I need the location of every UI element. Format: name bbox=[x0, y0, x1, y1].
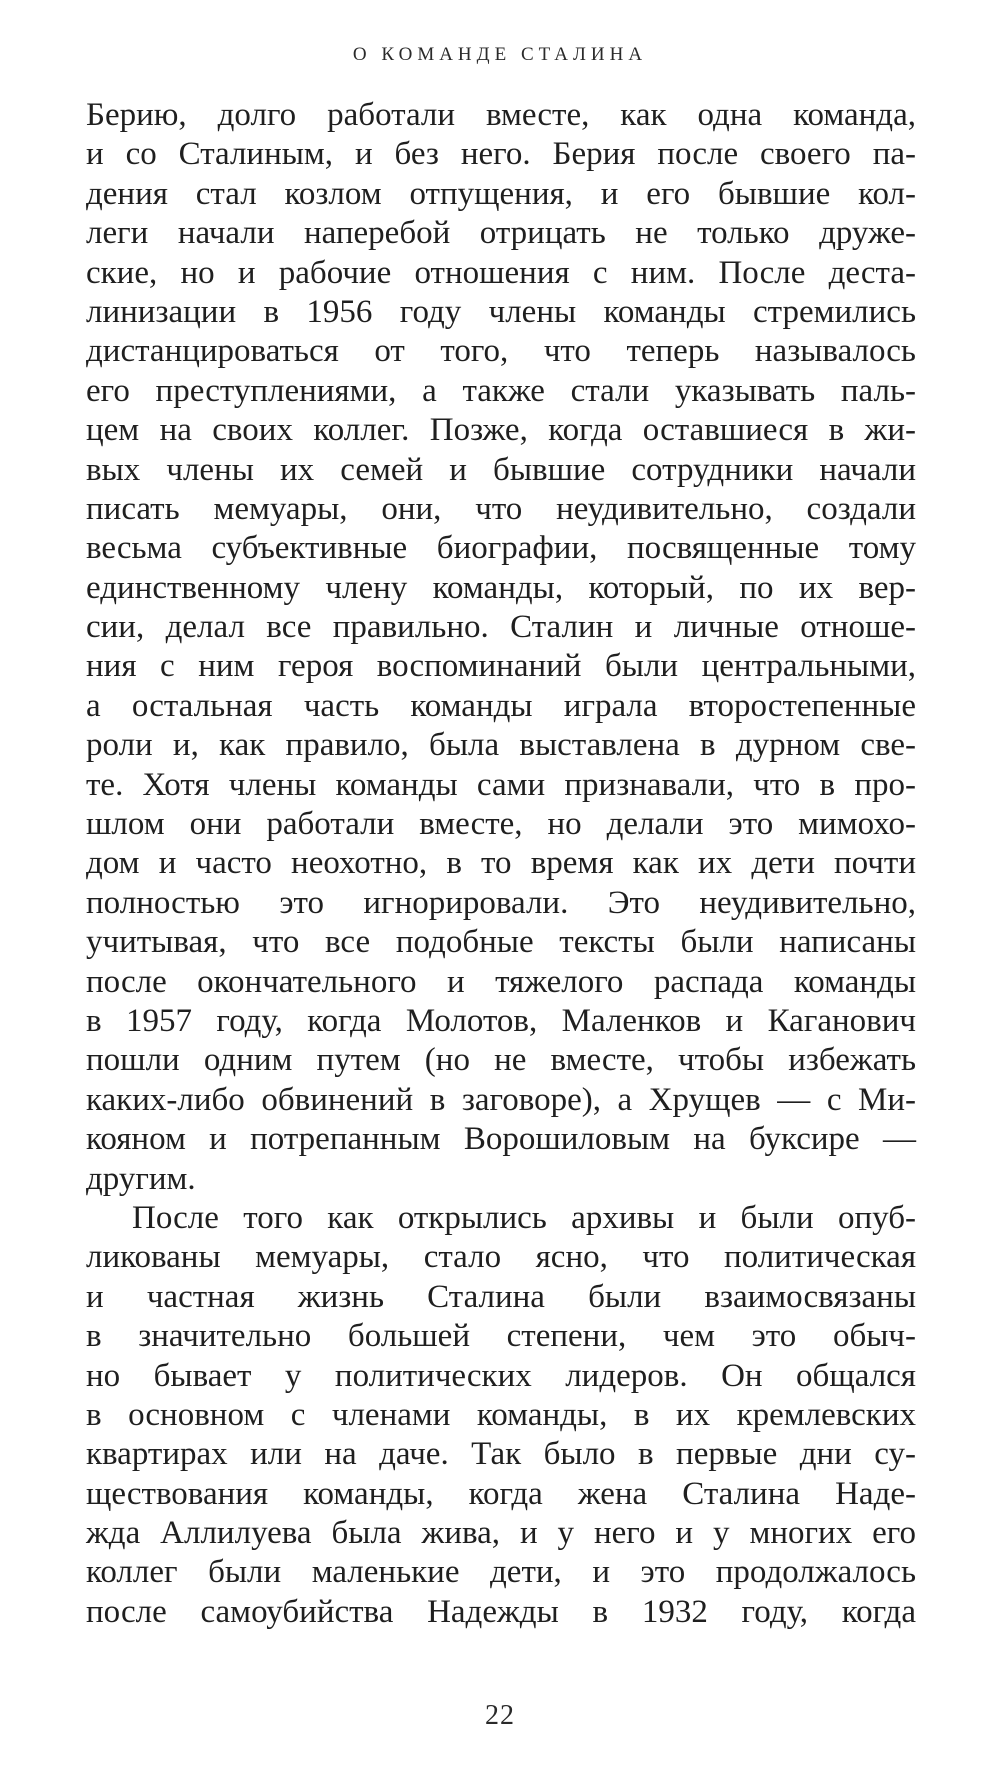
text-line: роли и, как правило, была выставлена в дурном све- bbox=[86, 727, 916, 764]
text-line: после окончательного и тяжелого распада команды bbox=[86, 963, 916, 1000]
paragraph bbox=[86, 96, 916, 1199]
text-line: сии, делал все правильно. Сталин и личные отноше- bbox=[86, 609, 916, 646]
page-number: 22 bbox=[485, 1700, 515, 1731]
text-line: дения стал козлом отпущения, и его бывшие кол- bbox=[86, 175, 916, 212]
text-line: Берию, долго работали вместе, как одна команда, bbox=[86, 97, 916, 133]
text-line: после самоубийства Надежды в 1932 году, когда bbox=[86, 1593, 916, 1630]
text-line: цем на своих коллег. Позже, когда оставшиеся в жи- bbox=[86, 412, 916, 449]
text-line: После того как открылись архивы и были опуб- bbox=[132, 1199, 916, 1236]
text-line: леги начали наперебой отрицать не только друже- bbox=[86, 215, 916, 252]
text-line: а остальная часть команды играла второстепенные bbox=[86, 687, 916, 724]
text-line: учитывая, что все подобные тексты были написаны bbox=[86, 924, 916, 961]
text-line: и со Сталиным, и без него. Берия после своего па- bbox=[86, 136, 916, 173]
text-line: другим. bbox=[86, 1160, 196, 1197]
text-line: в значительно большей степени, чем это обыч- bbox=[86, 1318, 916, 1355]
text-line: в основном с членами команды, в их кремлевских bbox=[86, 1396, 916, 1433]
text-line: и частная жизнь Сталина были взаимосвязаны bbox=[86, 1278, 916, 1315]
text-line: единственному члену команды, который, по их вер- bbox=[86, 569, 916, 606]
text-line: в 1957 году, когда Молотов, Маленков и Каганович bbox=[86, 1002, 916, 1039]
text-line: весьма субъективные биографии, посвященные тому bbox=[86, 530, 916, 567]
text-line: шлом они работали вместе, но делали это мимохо- bbox=[86, 806, 916, 843]
text-line: линизации в 1956 году члены команды стремились bbox=[86, 293, 916, 330]
text-line: вых члены их семей и бывшие сотрудники начали bbox=[86, 451, 916, 488]
text-line: дистанцироваться от того, что теперь называлось bbox=[86, 333, 916, 370]
text-line: ские, но и рабочие отношения с ним. После деста- bbox=[86, 254, 916, 291]
text-line: те. Хотя члены команды сами признавали, что в про- bbox=[86, 766, 916, 803]
text-line: коллег были маленькие дети, и это продолжалось bbox=[86, 1554, 916, 1591]
text-line: ликованы мемуары, стало ясно, что политическая bbox=[86, 1239, 916, 1276]
text-line: кояном и потрепанным Ворошиловым на буксире — bbox=[86, 1121, 916, 1158]
paragraph bbox=[86, 1199, 916, 1632]
text-line: писать мемуары, они, что неудивительно, создали bbox=[86, 490, 916, 527]
text-line: дом и часто неохотно, в то время как их дети почти bbox=[86, 845, 916, 882]
text-line: жда Аллилуева была жива, и у него и у многих его bbox=[86, 1515, 916, 1552]
running-head: О КОМАНДЕ СТАЛИНА bbox=[352, 44, 648, 65]
text-line: его преступлениями, а также стали указывать паль- bbox=[86, 372, 916, 409]
text-line: квартирах или на даче. Так было в первые дни су- bbox=[86, 1436, 916, 1473]
text-line: ния с ним героя воспоминаний были центральными, bbox=[86, 648, 916, 685]
text-line: пошли одним путем (но не вместе, чтобы избежать bbox=[86, 1042, 916, 1079]
text-line: но бывает у политических лидеров. Он общался bbox=[86, 1357, 916, 1394]
text-line: каких-либо обвинений в заговоре), а Хрущев — с Ми- bbox=[86, 1081, 916, 1118]
body-text bbox=[86, 96, 916, 1632]
text-line: ществования команды, когда жена Сталина Наде- bbox=[86, 1475, 916, 1512]
text-line: полностью это игнорировали. Это неудивительно, bbox=[86, 884, 916, 921]
